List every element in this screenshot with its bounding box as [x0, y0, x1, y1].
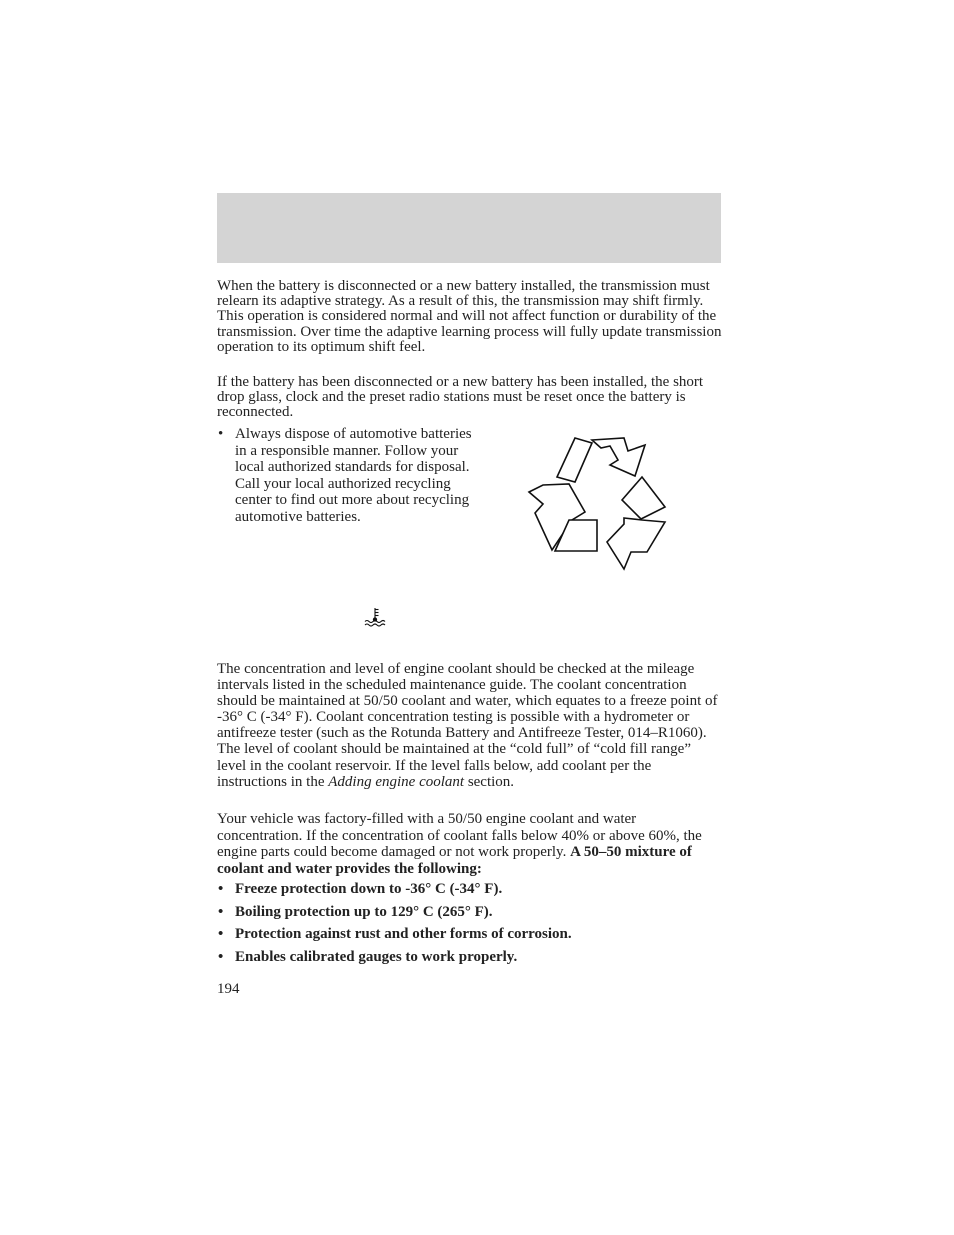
- bullet-marker: •: [218, 926, 224, 942]
- mixture-benefits-intro: A 50–50 mixture of coolant and water provides the following:: [217, 844, 692, 877]
- bullet-marker: •: [218, 426, 224, 442]
- recycle-arrow-top-left-icon: [557, 438, 592, 482]
- adding-engine-coolant-reference: Adding engine coolant: [328, 773, 465, 790]
- list-item: [217, 882, 723, 897]
- recycle-arrow-right-upper-icon: [622, 477, 665, 519]
- bullet-marker: •: [218, 881, 224, 897]
- rust-protection-text: Protection against rust and other forms of corrosion.: [235, 926, 572, 942]
- battery-reset-paragraph: If the battery has been disconnected or a new battery has been installed, the short drop glass, clock and the preset radio stations must be reset once the battery is reconnected.: [217, 374, 704, 421]
- section-header-band: [217, 193, 721, 263]
- recycle-arrow-right-lower-icon: [607, 518, 665, 569]
- factory-fill-text: Your vehicle was factory-filled with a 50/50 engine coolant and water concentration. If the concentration of coolant falls below 40% or above 60%, the engine parts could become damaged or not work properly.: [217, 811, 702, 860]
- coolant-paragraph-suffix: section.: [464, 773, 515, 790]
- battery-transmission-paragraph: When the battery is disconnected or a new battery installed, the transmission must relearn its adaptive strategy. As a result of this, the transmission may shift firmly. This operation is considered normal and will not affect function or durability of the transmission. Over time the adaptive learning process will fully update transmission operation to its optimum shift feel.: [217, 278, 722, 355]
- engine-coolant-temperature-icon: [363, 607, 387, 627]
- battery-disposal-text: Always dispose of automotive batteries in a responsible manner. Follow your local authorized standards for disposal. Call your local authorized recycling center to find out more about recycling automotive batteries.: [235, 426, 472, 525]
- recycle-arrow-top-right-icon: [592, 438, 645, 476]
- list-item: [217, 950, 723, 965]
- bullet-marker: •: [218, 903, 224, 920]
- page-number: 194: [217, 981, 240, 997]
- freeze-protection-text: Freeze protection down to -36° C (-34° F).: [235, 881, 503, 897]
- bullet-marker: •: [218, 948, 224, 965]
- factory-fill-paragraph: [217, 811, 723, 877]
- list-item: [217, 426, 487, 525]
- battery-disposal-list: [217, 426, 487, 525]
- list-item: [217, 927, 723, 942]
- recycle-symbol-icon: [526, 434, 668, 572]
- coolant-benefits-list: [217, 882, 723, 972]
- coolant-concentration-paragraph: [217, 661, 723, 790]
- list-item: [217, 905, 723, 920]
- coolant-paragraph-text: The concentration and level of engine coolant should be checked at the mileage intervals listed in the scheduled maintenance guide. The coolant concentration should be maintained at 50/50 coolant and water, which equates to a freeze point of -36° C (-34° F). Coolant concentration testing is possible with a hydrometer or antifreeze tester (such as the Rotunda Battery and Antifreeze Tester, 014–R1060). The level of coolant should be maintained at the “cold full” of “cold fill range” level in the coolant reservoir. If the level falls below, add coolant per the instructions in the: [217, 661, 718, 790]
- boiling-protection-text: Boiling protection up to 129° C (265° F).: [235, 903, 493, 920]
- calibrated-gauges-text: Enables calibrated gauges to work properly.: [235, 948, 518, 965]
